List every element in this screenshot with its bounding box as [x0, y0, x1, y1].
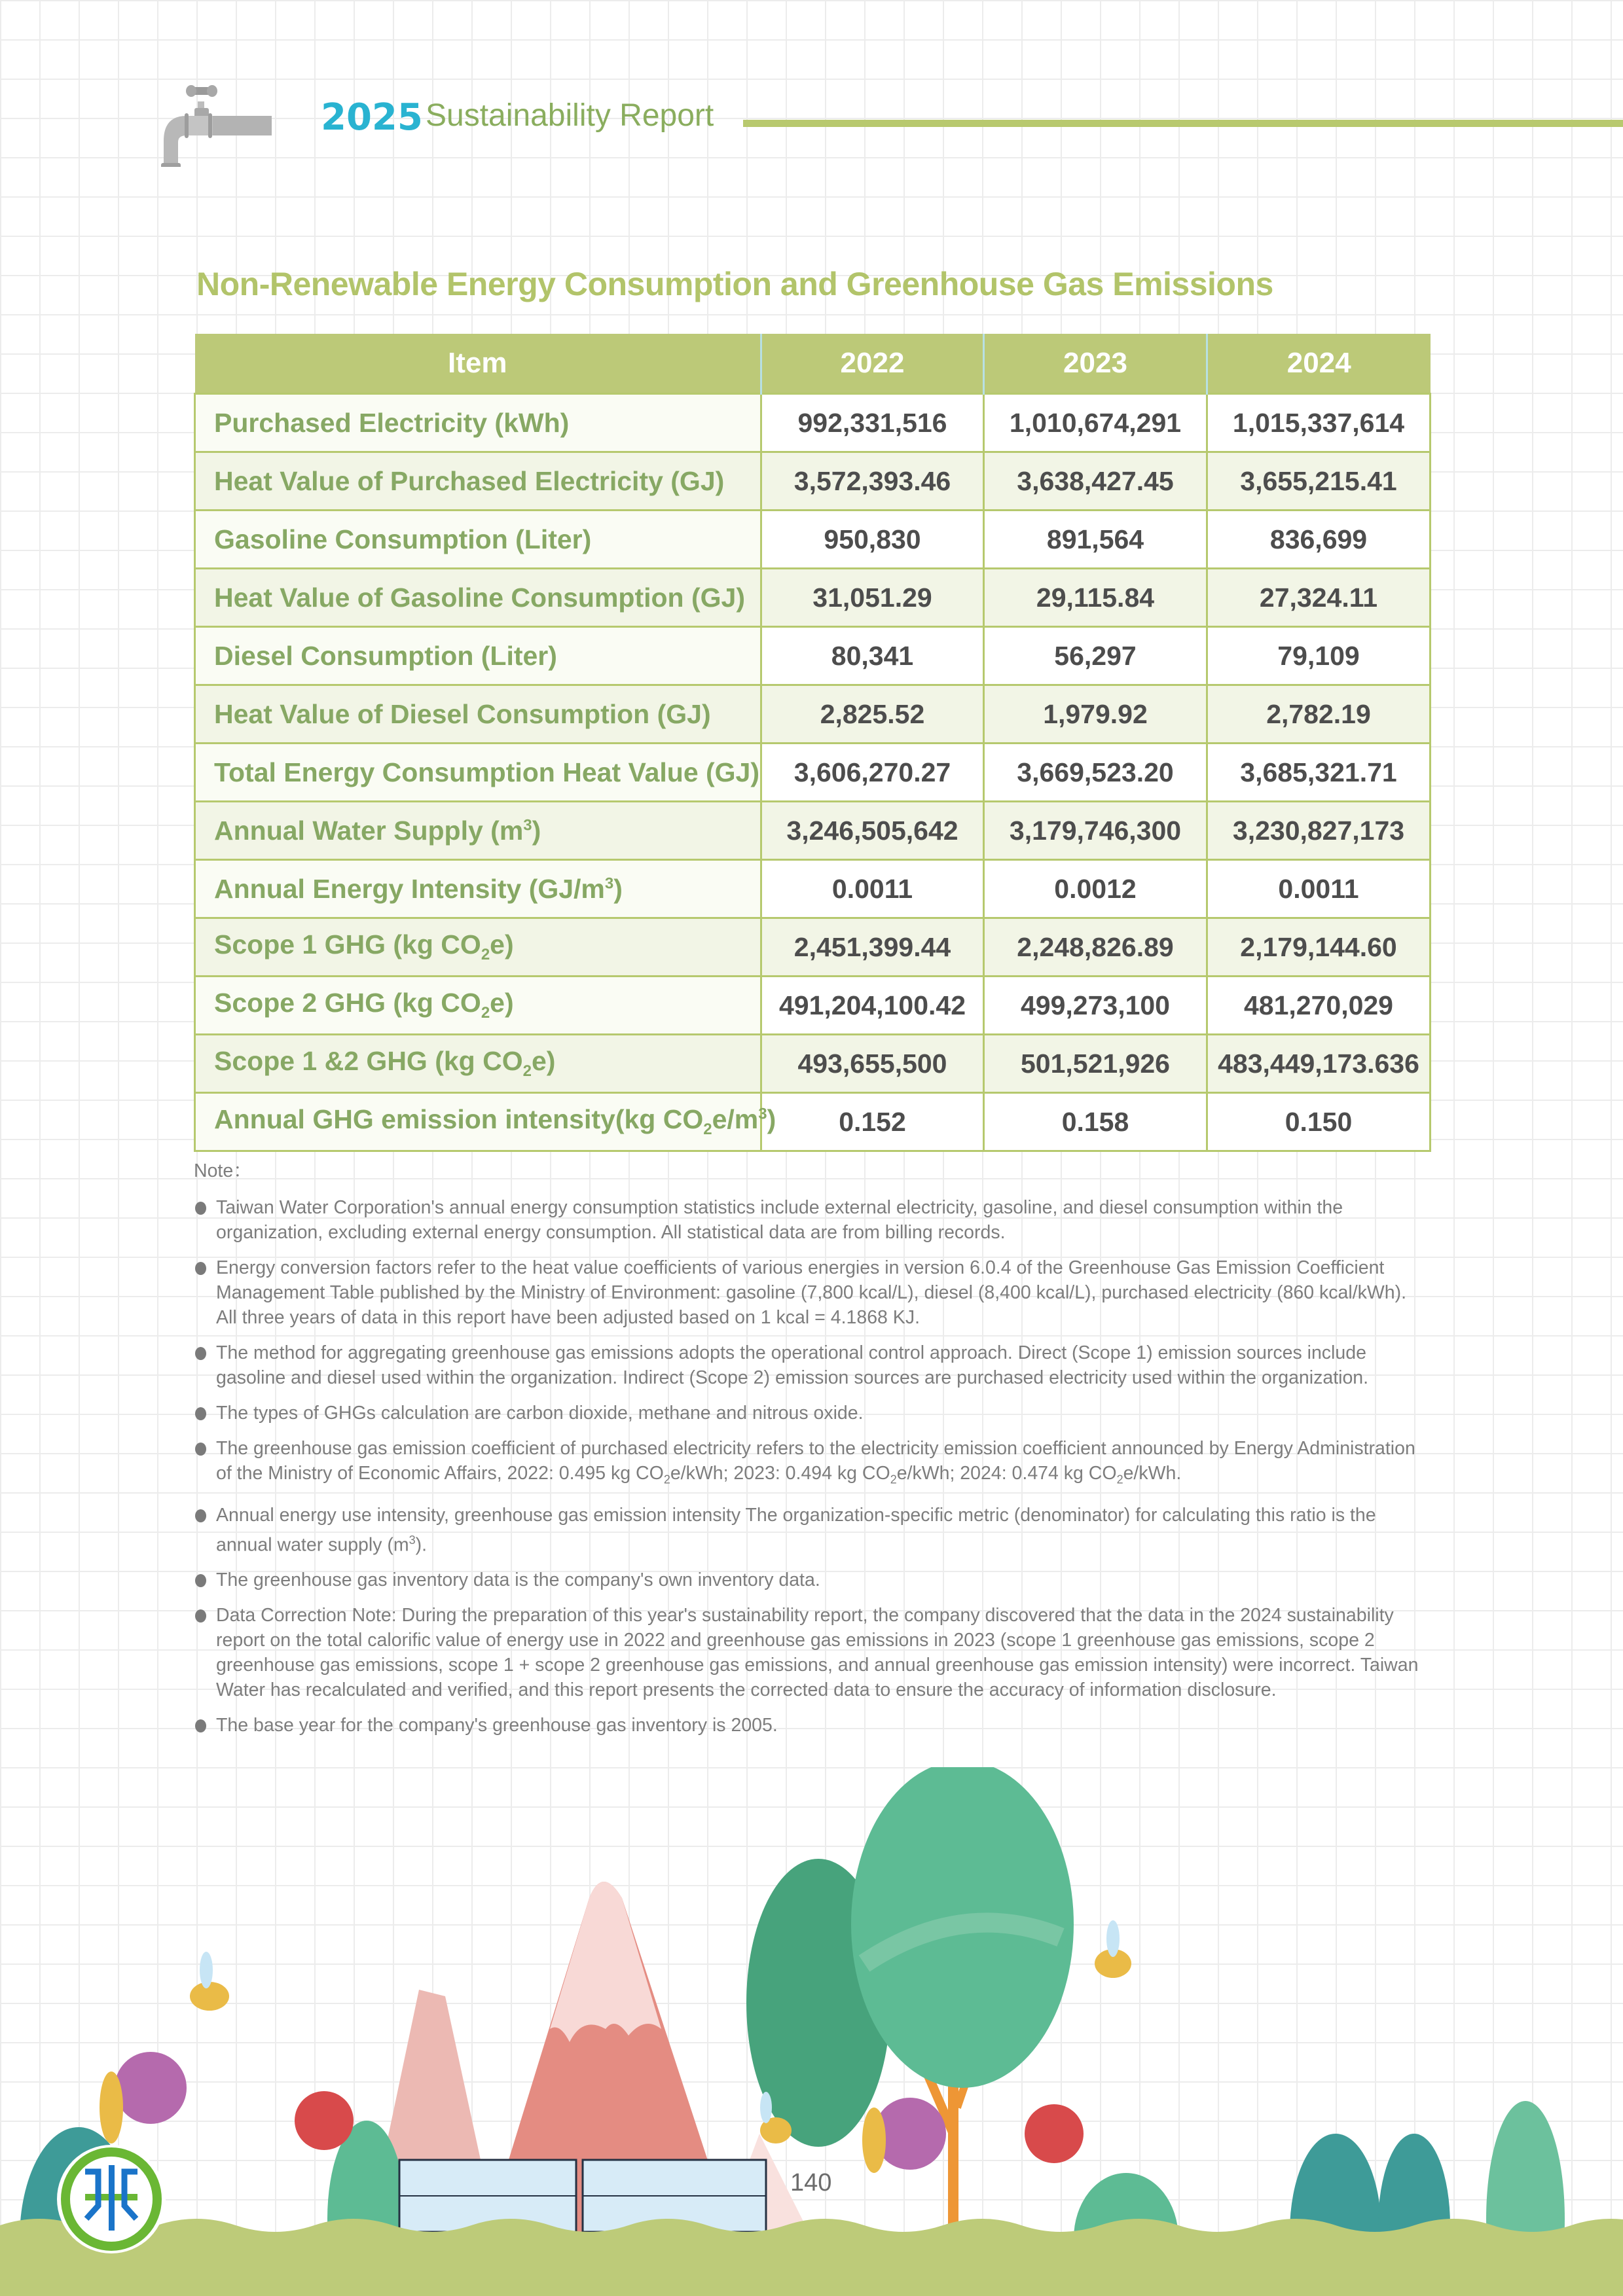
row-label: Purchased Electricity (kWh): [195, 394, 761, 452]
cell-2023: 56,297: [984, 627, 1207, 685]
page-header: [157, 82, 1623, 167]
report-year: 2025: [321, 96, 423, 139]
cell-2024: 483,449,173.636: [1207, 1035, 1431, 1093]
table-row: [195, 802, 1431, 860]
row-label: Scope 1 &2 GHG (kg $CO_2e$): [195, 1035, 761, 1093]
bee-icon: [190, 1952, 229, 2011]
note-item: Taiwan Water Corporation's annual energy consumption statistics include external electricity, gasoline, and diesel consumption within the organization, excluding external energy consumption. All statistical data are from billing records.: [194, 1195, 1431, 1245]
header-divider: [743, 120, 1623, 127]
table-row: [195, 452, 1431, 511]
cell-2023: 891,564: [984, 511, 1207, 569]
bullet-icon: [195, 1347, 206, 1360]
table-row: [195, 627, 1431, 685]
table-row: [195, 394, 1431, 452]
cell-2023: 3,179,746,300: [984, 802, 1207, 860]
bullet-icon: [195, 1719, 206, 1732]
cell-2024: 27,324.11: [1207, 569, 1431, 627]
note-item: Energy conversion factors refer to the heat value coefficients of various energies in version 6.0.4 of the Greenhouse Gas Emission Coefficient Management Table published by the Ministry of Environment: gasoline (7,800 kcal/L), diesel (8,400 kcal/L), purchased electricity (860 kcal/kWh). All three years of data in this report have been adjusted based on 1 kcal = 4.1868 KJ.: [194, 1255, 1431, 1330]
footer-illustration: [0, 1767, 1623, 2296]
cell-2022: 992,331,516: [761, 394, 984, 452]
cell-2024: 2,782.19: [1207, 685, 1431, 744]
solar-panel-icon: [399, 2160, 766, 2232]
column-header-2022: 2022: [761, 334, 984, 394]
cell-2022: 31,051.29: [761, 569, 984, 627]
cell-2024: 836,699: [1207, 511, 1431, 569]
cell-2022: 0.152: [761, 1093, 984, 1151]
notes-list: [194, 1195, 1431, 1738]
row-label: Heat Value of Diesel Consumption (GJ): [195, 685, 761, 744]
table-row: [195, 977, 1431, 1035]
cell-2022: 2,825.52: [761, 685, 984, 744]
cell-2023: 0.158: [984, 1093, 1207, 1151]
cell-2024: 3,685,321.71: [1207, 744, 1431, 802]
row-label: Annual GHG emission intensity(kg $CO_2e/m^3$): [195, 1093, 761, 1151]
table-row: [195, 1093, 1431, 1151]
bullet-icon: [195, 1609, 206, 1623]
row-label: Annual Energy Intensity $(GJ/m^3)$: [195, 860, 761, 918]
cell-2023: 3,638,427.45: [984, 452, 1207, 511]
table-row: [195, 1035, 1431, 1093]
cell-2023: 499,273,100: [984, 977, 1207, 1035]
faucet-icon: [157, 82, 308, 167]
cell-2022: 491,204,100.42: [761, 977, 984, 1035]
notes-section: [194, 1158, 1431, 1748]
report-title: Sustainability Report: [426, 98, 714, 133]
note-item: Annual energy use intensity, greenhouse gas emission intensity The organization-specific metric (denominator) for calculating this ratio is the annual water supply $(m^3)$.: [194, 1503, 1431, 1558]
bullet-icon: [195, 1574, 206, 1587]
cell-2023: 3,669,523.20: [984, 744, 1207, 802]
cell-2023: 1,979.92: [984, 685, 1207, 744]
cell-2024: 1,015,337,614: [1207, 394, 1431, 452]
row-label: Scope 1 GHG (kg $CO_2e$): [195, 918, 761, 977]
note-item: Data Correction Note: During the preparation of this year's sustainability report, the company discovered that the data in the 2024 sustainability report on the total calorific value of energy use in 2022 and greenhouse gas emissions in 2023 (scope 1 greenhouse gas emissions, scope 2 greenhouse gas emissions, scope 1 + scope 2 greenhouse gas emissions, and annual greenhouse gas emission intensity) were incorrect. Taiwan Water has recalculated and verified, and this report presents the corrected data to ensure the accuracy of information disclosure.: [194, 1603, 1431, 1702]
cell-2023: 501,521,926: [984, 1035, 1207, 1093]
cell-2022: 2,451,399.44: [761, 918, 984, 977]
bullet-icon: [195, 1443, 206, 1456]
table-row: [195, 918, 1431, 977]
row-label: Annual Water Supply $(m^3)$: [195, 802, 761, 860]
cell-2024: 481,270,029: [1207, 977, 1431, 1035]
section-title: Non-Renewable Energy Consumption and Greenhouse Gas Emissions: [196, 266, 1273, 302]
table-row: [195, 685, 1431, 744]
cell-2024: 2,179,144.60: [1207, 918, 1431, 977]
cell-2022: 493,655,500: [761, 1035, 984, 1093]
bee-icon: [1095, 1920, 1131, 1978]
cell-2023: 29,115.84: [984, 569, 1207, 627]
table-row: [195, 569, 1431, 627]
note-item: The greenhouse gas emission coefficient of purchased electricity refers to the electricity emission coefficient announced by Energy Administration of the Ministry of Economic Affairs, 2022: 0.495 kg $CO_2e$/kWh; 2023: 0.494 kg $CO_2e$/kWh; 2024: 0.474 kg $CO_2e$/kWh.: [194, 1436, 1431, 1492]
note-item: The base year for the company's greenhouse gas inventory is 2005.: [194, 1713, 1431, 1738]
cell-2024: 3,655,215.41: [1207, 452, 1431, 511]
table-row: [195, 744, 1431, 802]
bullet-icon: [195, 1202, 206, 1215]
cell-2023: 2,248,826.89: [984, 918, 1207, 977]
table-row: [195, 860, 1431, 918]
column-header-2024: 2024: [1207, 334, 1431, 394]
cell-2022: 3,246,505,642: [761, 802, 984, 860]
cell-2024: 0.150: [1207, 1093, 1431, 1151]
row-label: Heat Value of Purchased Electricity (GJ): [195, 452, 761, 511]
cell-2023: 0.0012: [984, 860, 1207, 918]
bullet-icon: [195, 1407, 206, 1420]
column-header-item: Item: [195, 334, 761, 394]
energy-ghg-table: [194, 334, 1431, 1152]
flower-icon: [115, 2052, 187, 2124]
cell-2024: 3,230,827,173: [1207, 802, 1431, 860]
note-item: The greenhouse gas inventory data is the company's own inventory data.: [194, 1568, 1431, 1592]
cell-2022: 3,606,270.27: [761, 744, 984, 802]
row-label: Total Energy Consumption Heat Value (GJ): [195, 744, 761, 802]
cell-2022: 80,341: [761, 627, 984, 685]
row-label: Diesel Consumption (Liter): [195, 627, 761, 685]
cell-2024: 0.0011: [1207, 860, 1431, 918]
notes-label: Note：: [194, 1160, 252, 1181]
note-item: The types of GHGs calculation are carbon dioxide, methane and nitrous oxide.: [194, 1401, 1431, 1426]
page-number: 140: [790, 2169, 832, 2197]
table-row: [195, 511, 1431, 569]
row-label: Heat Value of Gasoline Consumption (GJ): [195, 569, 761, 627]
bullet-icon: [195, 1262, 206, 1275]
bullet-icon: [195, 1509, 206, 1522]
note-item: The method for aggregating greenhouse gas emissions adopts the operational control approach. Direct (Scope 1) emission sources include gasoline and diesel used within the organization. Indirect (Scope 2) emission sources are purchased electricity used within the organization.: [194, 1340, 1431, 1390]
cell-2024: 79,109: [1207, 627, 1431, 685]
taiwan-water-logo: [57, 2145, 166, 2253]
table-header-row: [195, 334, 1431, 394]
cell-2022: 950,830: [761, 511, 984, 569]
cell-2022: 3,572,393.46: [761, 452, 984, 511]
row-label: Gasoline Consumption (Liter): [195, 511, 761, 569]
row-label: Scope 2 GHG (kg $CO_2e$): [195, 977, 761, 1035]
column-header-2023: 2023: [984, 334, 1207, 394]
cell-2023: 1,010,674,291: [984, 394, 1207, 452]
cell-2022: 0.0011: [761, 860, 984, 918]
